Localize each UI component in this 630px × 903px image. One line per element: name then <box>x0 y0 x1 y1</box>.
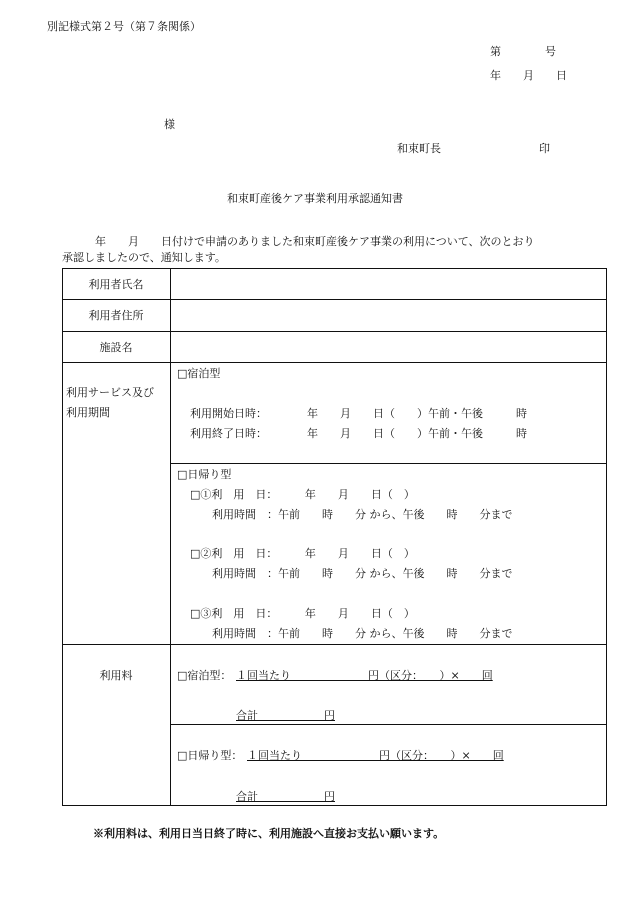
payment-footnote: ※利用料は、利用日当日終了時に、利用施設へ直接お支払い願います。 <box>93 827 445 840</box>
table-column-divider <box>170 268 171 806</box>
stay-end-label: 利用終了日時： <box>190 427 267 440</box>
day-visit-2-time: 利用時間 ：午前 時 分 から、午後 時 分まで <box>212 567 513 580</box>
user-name-label: 利用者氏名 <box>88 278 144 291</box>
intro-line-2: 承認しましたので、通知します。 <box>62 251 226 264</box>
table-row-divider <box>62 362 607 363</box>
stay-start-label: 利用開始日時： <box>190 407 267 420</box>
day-type-checkbox: □日帰り型 <box>177 468 232 481</box>
table-row-divider <box>62 644 607 645</box>
issue-date: 年 月 日 <box>490 69 567 82</box>
issuer-name: 和束町長 <box>397 142 441 155</box>
fee-day-label: □日帰り型： <box>177 749 243 762</box>
stay-end-fields: 年 月 日（ ）午前・午後 時 <box>307 427 527 440</box>
fee-stay-label: □宿泊型： <box>177 669 232 682</box>
day-visit-1-time: 利用時間 ：午前 時 分 から、午後 時 分まで <box>212 508 513 521</box>
user-address-label: 利用者住所 <box>88 309 144 322</box>
day-visit-2-date: □②利 用 日： 年 月 日（ ） <box>190 547 415 560</box>
table-row-divider <box>62 299 607 300</box>
service-label-line-1: 利用サービス及び <box>66 386 154 399</box>
day-visit-1-date: □①利 用 日： 年 月 日（ ） <box>190 488 415 501</box>
table-row-divider <box>62 331 607 332</box>
fee-day-total: 合計 円 <box>236 790 335 803</box>
table-subrow-divider <box>170 724 607 725</box>
day-visit-3-time: 利用時間 ：午前 時 分 から、午後 時 分まで <box>212 627 513 640</box>
table-border-top <box>62 268 607 269</box>
table-border-bottom <box>62 805 607 806</box>
day-visit-3-date: □③利 用 日： 年 月 日（ ） <box>190 607 415 620</box>
fee-label: 利用料 <box>99 669 133 682</box>
form-number-label: 別記様式第２号（第７条関係） <box>47 20 201 33</box>
table-border-left <box>62 268 63 806</box>
stay-type-checkbox: □宿泊型 <box>177 367 221 380</box>
fee-stay-total: 合計 円 <box>236 709 335 722</box>
fee-day-per-use: １回当たり 円（区分： ）× 回 <box>247 749 504 762</box>
seal-mark: 印 <box>539 142 550 155</box>
document-title: 和束町産後ケア事業利用承認通知書 <box>227 192 403 205</box>
table-subrow-divider <box>170 463 607 464</box>
intro-line-1: 年 月 日付けで申請のありました和束町産後ケア事業の利用について、次のとおり <box>95 235 535 248</box>
document-number: 第 号 <box>490 45 556 58</box>
stay-start-fields: 年 月 日（ ）午前・午後 時 <box>307 407 527 420</box>
service-label-line-2: 利用期間 <box>66 406 110 419</box>
addressee-suffix: 様 <box>164 118 175 131</box>
facility-name-label: 施設名 <box>99 341 133 354</box>
table-border-right <box>606 268 607 806</box>
fee-stay-per-use: １回当たり 円（区分： ）× 回 <box>236 669 493 682</box>
